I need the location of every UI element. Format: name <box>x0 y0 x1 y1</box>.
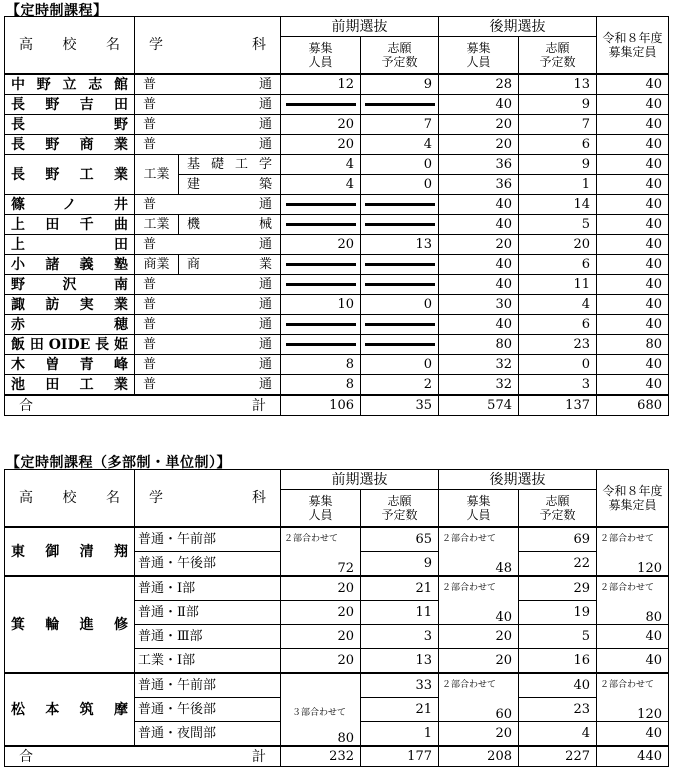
dash-mark <box>286 323 356 326</box>
table-row <box>5 95 669 115</box>
zenki-boshu: 20 <box>281 625 361 649</box>
zenki-shigan: 1 <box>361 722 439 747</box>
teiin: 40 <box>597 74 669 95</box>
note-value: 120 <box>637 561 662 576</box>
table-row <box>5 215 669 235</box>
zenki-shigan: 9 <box>361 74 439 95</box>
kouki-boshu: 36 <box>439 175 519 195</box>
zenki-boshu <box>281 315 361 335</box>
table-row <box>5 135 669 155</box>
kouki-shigan: 20 <box>519 235 597 255</box>
total-k_s: 227 <box>519 746 597 767</box>
zenki-boshu <box>281 673 361 746</box>
dept-category: 工業 <box>135 215 179 235</box>
zenki-boshu <box>281 215 361 235</box>
dept-name: 普 通 <box>135 375 281 396</box>
table-row <box>5 195 669 215</box>
zenki-shigan: 7 <box>361 115 439 135</box>
kouki-boshu: 20 <box>439 115 519 135</box>
teiin: 80 <box>597 335 669 355</box>
zenki-shigan: 21 <box>361 576 439 601</box>
zenki-shigan: 13 <box>361 649 439 674</box>
school-name: 篠ノ井 <box>5 195 135 215</box>
note-value: 80 <box>645 610 662 625</box>
dept-name: 普 通 <box>135 235 281 255</box>
dash-mark <box>286 103 356 106</box>
dept-name: 普 通 <box>135 95 281 115</box>
kouki-boshu: 40 <box>439 315 519 335</box>
total-z_b: 232 <box>281 746 361 767</box>
dash-mark <box>365 263 435 266</box>
table-row <box>5 74 669 95</box>
kouki-shigan: 4 <box>519 722 597 747</box>
kouki-shigan: 0 <box>519 355 597 375</box>
header-school: 高 校 名 <box>5 17 135 75</box>
zenki-shigan: 0 <box>361 295 439 315</box>
table-row <box>5 673 669 698</box>
zenki-boshu: 20 <box>281 235 361 255</box>
header-dept: 学 科 <box>135 470 281 528</box>
teiin: 40 <box>597 175 669 195</box>
spacer <box>284 683 354 709</box>
dash-mark <box>286 343 356 346</box>
school-name: 野沢南 <box>5 275 135 295</box>
school-name: 木曽青峰 <box>5 355 135 375</box>
header-row <box>5 17 669 37</box>
teiin: 40 <box>597 625 669 649</box>
school-name: 箕輪進修 <box>5 576 135 673</box>
kouki-shigan: 3 <box>519 375 597 396</box>
kouki-boshu: 80 <box>439 335 519 355</box>
header-kouki-shigan: 志願 予定数 <box>519 37 597 75</box>
kouki-shigan: 22 <box>519 552 597 577</box>
zenki-shigan: 4 <box>361 135 439 155</box>
dept-name: 基礎工学 <box>179 155 281 175</box>
total-k_s: 137 <box>519 395 597 416</box>
zenki-shigan: 33 <box>361 673 439 698</box>
school-name: 中野立志館 <box>5 74 135 95</box>
teiin: 40 <box>597 649 669 674</box>
dash-mark <box>286 203 356 206</box>
zenki-boshu: 20 <box>281 649 361 674</box>
dept-name: 普通・Ⅱ部 <box>135 601 281 625</box>
kouki-shigan: 11 <box>519 275 597 295</box>
kouki-boshu: 28 <box>439 74 519 95</box>
table-teijisei <box>4 16 669 416</box>
zenki-shigan: 13 <box>361 235 439 255</box>
teiin: 40 <box>597 722 669 747</box>
school-name: 東御清翔 <box>5 527 135 576</box>
spacer <box>442 593 512 611</box>
kouki-boshu: 20 <box>439 649 519 674</box>
dept-name: 普 通 <box>135 115 281 135</box>
dash-mark <box>365 223 435 226</box>
spacer <box>442 690 512 708</box>
section1-title: 【定時制課程】 <box>6 3 108 19</box>
header-row <box>5 470 669 490</box>
table-row <box>5 576 669 601</box>
zenki-shigan: 11 <box>361 601 439 625</box>
spacer <box>284 718 354 732</box>
teiin: 40 <box>597 195 669 215</box>
teiin: 40 <box>597 295 669 315</box>
note-label: ２部合わせて <box>442 534 497 544</box>
kouki-shigan: 5 <box>519 215 597 235</box>
header-zenki-shigan: 志願 予定数 <box>361 490 439 528</box>
kouki-shigan: 1 <box>519 175 597 195</box>
zenki-boshu: 4 <box>281 175 361 195</box>
note-value: 40 <box>495 610 512 625</box>
kouki-shigan: 6 <box>519 315 597 335</box>
kouki-shigan: 4 <box>519 295 597 315</box>
header-school: 高 校 名 <box>5 470 135 528</box>
kouki-shigan: 9 <box>519 155 597 175</box>
kouki-shigan: 5 <box>519 625 597 649</box>
total-label: 合 計 <box>5 746 281 767</box>
header-zenki-boshu: 募集 人員 <box>281 490 361 528</box>
dept-name: 普通・午後部 <box>135 698 281 722</box>
zenki-boshu: 8 <box>281 375 361 396</box>
note-value: 72 <box>337 561 354 576</box>
teiin: 40 <box>597 115 669 135</box>
table-row <box>5 255 669 275</box>
school-name: 飯田OIDE長姫 <box>5 335 135 355</box>
teiin <box>597 576 669 625</box>
teiin: 40 <box>597 255 669 275</box>
table-row <box>5 235 669 255</box>
total-z_b: 106 <box>281 395 361 416</box>
dept-name: 普通・Ⅲ部 <box>135 625 281 649</box>
kouki-boshu: 40 <box>439 95 519 115</box>
school-name: 長野吉田 <box>5 95 135 115</box>
dash-mark <box>286 223 356 226</box>
kouki-boshu: 32 <box>439 375 519 396</box>
header-teiin: 令和８年度 募集定員 <box>597 17 669 75</box>
zenki-shigan <box>361 195 439 215</box>
total-t: 680 <box>597 395 669 416</box>
dept-name: 普 通 <box>135 355 281 375</box>
kouki-boshu: 20 <box>439 135 519 155</box>
zenki-boshu: 20 <box>281 601 361 625</box>
zenki-shigan: 0 <box>361 155 439 175</box>
teiin <box>597 527 669 576</box>
teiin: 40 <box>597 155 669 175</box>
table-row <box>5 335 669 355</box>
note-label: ３部合わせて <box>291 708 346 718</box>
kouki-shigan: 7 <box>519 115 597 135</box>
zenki-boshu <box>281 527 361 576</box>
header-kouki-boshu: 募集 人員 <box>439 490 519 528</box>
note-label: ２部合わせて <box>442 583 497 593</box>
dash-mark <box>286 263 356 266</box>
note-label: ２部合わせて <box>600 583 655 593</box>
zenki-shigan <box>361 215 439 235</box>
kouki-boshu: 20 <box>439 235 519 255</box>
header-zenki-shigan: 志願 予定数 <box>361 37 439 75</box>
total-z_s: 35 <box>361 395 439 416</box>
kouki-shigan: 16 <box>519 649 597 674</box>
school-name: 松本筑摩 <box>5 673 135 746</box>
kouki-boshu: 30 <box>439 295 519 315</box>
teiin: 40 <box>597 315 669 335</box>
school-name: 上田千曲 <box>5 215 135 235</box>
zenki-boshu: 20 <box>281 115 361 135</box>
total-t: 440 <box>597 746 669 767</box>
table-row <box>5 527 669 552</box>
dept-name: 普通・午後部 <box>135 552 281 577</box>
zenki-shigan: 21 <box>361 698 439 722</box>
table-tabusei <box>4 469 669 767</box>
teiin: 40 <box>597 235 669 255</box>
dept-name: 商業 <box>179 255 281 275</box>
school-name: 小諸義塾 <box>5 255 135 275</box>
dept-name: 普通・午前部 <box>135 673 281 698</box>
dept-name: 普 通 <box>135 275 281 295</box>
header-kouki: 後期選抜 <box>439 17 597 37</box>
zenki-boshu: 12 <box>281 74 361 95</box>
zenki-shigan <box>361 335 439 355</box>
dept-name: 普 通 <box>135 315 281 335</box>
school-name: 赤穂 <box>5 315 135 335</box>
kouki-boshu: 32 <box>439 355 519 375</box>
kouki-boshu: 36 <box>439 155 519 175</box>
dept-name: 普通・午前部 <box>135 527 281 552</box>
teiin: 40 <box>597 95 669 115</box>
table-row <box>5 355 669 375</box>
header-zenki: 前期選抜 <box>281 17 439 37</box>
note-value: 120 <box>637 707 662 722</box>
teiin: 40 <box>597 135 669 155</box>
teiin: 40 <box>597 355 669 375</box>
dept-name: 工業・Ⅰ部 <box>135 649 281 674</box>
dept-category: 商業 <box>135 255 179 275</box>
kouki-boshu: 40 <box>439 255 519 275</box>
dept-name: 普 通 <box>135 195 281 215</box>
zenki-boshu: 8 <box>281 355 361 375</box>
zenki-boshu <box>281 95 361 115</box>
zenki-boshu: 20 <box>281 576 361 601</box>
school-name: 長野工業 <box>5 155 135 195</box>
note-value: 48 <box>495 561 512 576</box>
dash-mark <box>365 283 435 286</box>
zenki-shigan <box>361 255 439 275</box>
section2-title: 【定時制課程（多部制・単位制）】 <box>6 455 231 471</box>
zenki-shigan: 2 <box>361 375 439 396</box>
school-name: 諏訪実業 <box>5 295 135 315</box>
spacer <box>442 544 512 562</box>
spacer <box>284 544 354 562</box>
zenki-boshu: 10 <box>281 295 361 315</box>
kouki-boshu <box>439 527 519 576</box>
kouki-shigan: 69 <box>519 527 597 552</box>
kouki-shigan: 6 <box>519 255 597 275</box>
note-label: ２部合わせて <box>600 534 655 544</box>
dept-name: 普 通 <box>135 295 281 315</box>
table-row <box>5 315 669 335</box>
total-label: 合 計 <box>5 395 281 416</box>
zenki-boshu <box>281 195 361 215</box>
kouki-boshu <box>439 673 519 722</box>
school-name: 池田工業 <box>5 375 135 396</box>
dept-category: 工業 <box>135 155 179 195</box>
spacer <box>600 544 662 562</box>
note-value: 60 <box>495 707 512 722</box>
kouki-boshu: 40 <box>439 195 519 215</box>
kouki-shigan: 13 <box>519 74 597 95</box>
zenki-boshu <box>281 275 361 295</box>
teiin: 40 <box>597 275 669 295</box>
kouki-shigan: 23 <box>519 698 597 722</box>
header-zenki-boshu: 募集 人員 <box>281 37 361 75</box>
dept-name: 普 通 <box>135 335 281 355</box>
school-name: 上田 <box>5 235 135 255</box>
header-kouki-boshu: 募集 人員 <box>439 37 519 75</box>
dash-mark <box>365 343 435 346</box>
dash-mark <box>365 103 435 106</box>
kouki-shigan: 9 <box>519 95 597 115</box>
spacer <box>600 593 662 611</box>
dash-mark <box>365 203 435 206</box>
header-dept: 学 科 <box>135 17 281 75</box>
zenki-boshu <box>281 335 361 355</box>
dash-mark <box>286 283 356 286</box>
zenki-boshu: 20 <box>281 135 361 155</box>
table-row <box>5 375 669 396</box>
zenki-shigan: 65 <box>361 527 439 552</box>
header-zenki: 前期選抜 <box>281 470 439 490</box>
teiin <box>597 673 669 722</box>
kouki-shigan: 40 <box>519 673 597 698</box>
zenki-boshu: 4 <box>281 155 361 175</box>
zenki-shigan <box>361 315 439 335</box>
note-label: ２部合わせて <box>442 680 497 690</box>
header-kouki: 後期選抜 <box>439 470 597 490</box>
zenki-shigan: 0 <box>361 175 439 195</box>
zenki-boshu <box>281 255 361 275</box>
teiin: 40 <box>597 215 669 235</box>
kouki-boshu <box>439 576 519 625</box>
table-row <box>5 275 669 295</box>
total-k_b: 208 <box>439 746 519 767</box>
note-label: ２部合わせて <box>600 680 655 690</box>
kouki-shigan: 6 <box>519 135 597 155</box>
kouki-boshu: 20 <box>439 722 519 747</box>
total-row <box>5 395 669 416</box>
dept-name: 普 通 <box>135 74 281 95</box>
total-row <box>5 746 669 767</box>
kouki-boshu: 40 <box>439 275 519 295</box>
spacer <box>600 690 662 708</box>
note-value: 80 <box>337 731 354 746</box>
note-label: ２部合わせて <box>284 534 339 544</box>
zenki-shigan: 3 <box>361 625 439 649</box>
total-z_s: 177 <box>361 746 439 767</box>
zenki-shigan <box>361 95 439 115</box>
table-row <box>5 155 669 175</box>
total-k_b: 574 <box>439 395 519 416</box>
table-row <box>5 115 669 135</box>
kouki-boshu: 40 <box>439 215 519 235</box>
kouki-shigan: 19 <box>519 601 597 625</box>
zenki-shigan <box>361 275 439 295</box>
zenki-shigan: 0 <box>361 355 439 375</box>
header-kouki-shigan: 志願 予定数 <box>519 490 597 528</box>
kouki-shigan: 14 <box>519 195 597 215</box>
teiin: 40 <box>597 375 669 396</box>
kouki-shigan: 29 <box>519 576 597 601</box>
kouki-shigan: 23 <box>519 335 597 355</box>
dept-name: 機械 <box>179 215 281 235</box>
dept-name: 普通・夜間部 <box>135 722 281 747</box>
zenki-shigan: 9 <box>361 552 439 577</box>
dept-name: 建築 <box>179 175 281 195</box>
dept-name: 普通・Ⅰ部 <box>135 576 281 601</box>
kouki-boshu: 20 <box>439 625 519 649</box>
school-name: 長野商業 <box>5 135 135 155</box>
header-teiin: 令和８年度 募集定員 <box>597 470 669 528</box>
dept-name: 普 通 <box>135 135 281 155</box>
dash-mark <box>365 323 435 326</box>
school-name: 長野 <box>5 115 135 135</box>
table-row <box>5 295 669 315</box>
